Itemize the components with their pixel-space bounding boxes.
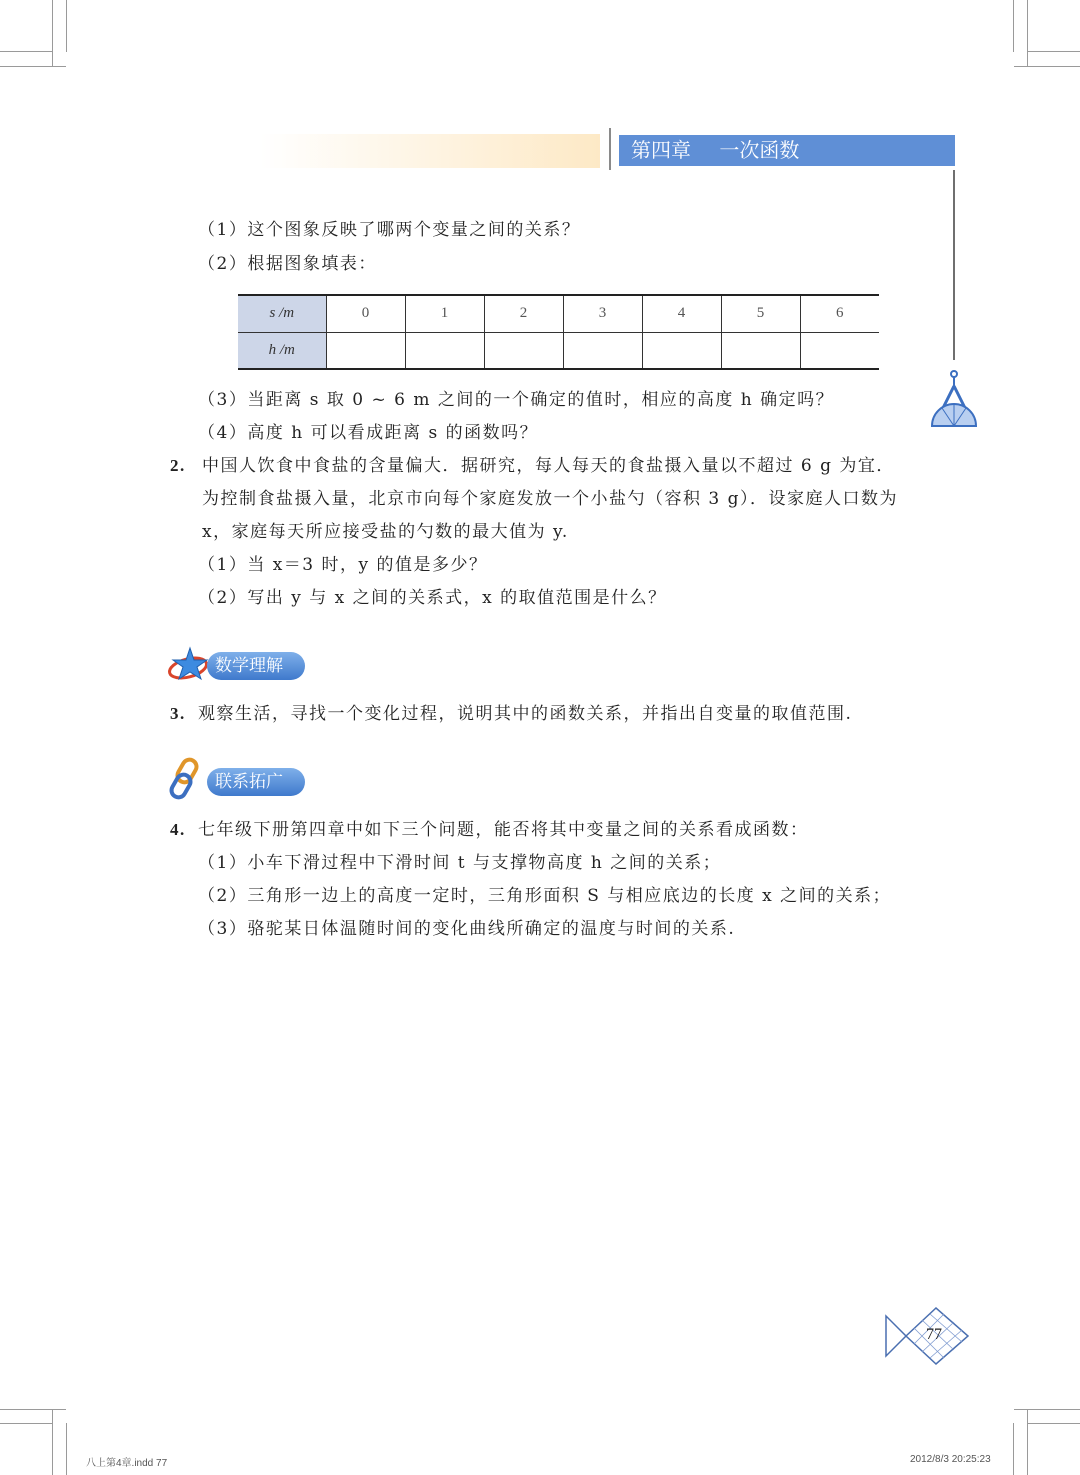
- q4-text: 七年级下册第四章中如下三个问题，能否将其中变量之间的关系看成函数：: [198, 820, 809, 840]
- star-orbit-icon: [166, 646, 212, 686]
- footer-file-info: 八上第4章.indd 77: [86, 1458, 168, 1469]
- table-cell: 0: [326, 295, 405, 332]
- q2-line1: 中国人饮食中食盐的含量偏大．据研究，每人每天的食盐摄入量以不超过 6 g 为宜．: [202, 456, 895, 476]
- crop-mark: [66, 0, 67, 52]
- table-cell: 6: [800, 295, 879, 332]
- q3-text: 观察生活，寻找一个变化过程，说明其中的函数关系，并指出自变量的取值范围.: [198, 704, 853, 724]
- q4-sub2: （2）三角形一边上的高度一定时，三角形面积 S 与相应底边的长度 x 之间的关系；: [198, 886, 892, 906]
- page-number: 77: [926, 1326, 942, 1343]
- table-cell-empty: [563, 332, 642, 369]
- table-cell: 5: [721, 295, 800, 332]
- q2-sub1: （1）当 x＝3 时，y 的值是多少？: [198, 555, 488, 575]
- q2-line2: 为控制食盐摄入量，北京市向每个家庭发放一个小盐勺（容积 3 g）．设家庭人口数为: [202, 489, 899, 509]
- q1-sub2: （2）根据图象填表：: [198, 254, 377, 274]
- crop-mark: [0, 1423, 52, 1424]
- chain-link-icon: [166, 756, 210, 802]
- crop-mark: [0, 66, 66, 67]
- q4-sub1: （1）小车下滑过程中下滑时间 t 与支撑物高度 h 之间的关系；: [198, 853, 722, 873]
- row-label-h: h /m: [238, 332, 326, 369]
- q4-sub3: （3）骆驼某日体温随时间的变化曲线所确定的温度与时间的关系.: [198, 919, 736, 939]
- q2-line3: x，家庭每天所应接受盐的勺数的最大值为 y.: [202, 522, 569, 542]
- table-cell-empty: [642, 332, 721, 369]
- crop-mark: [52, 0, 53, 66]
- crop-mark: [0, 51, 52, 52]
- crop-mark: [1013, 1423, 1014, 1475]
- table-row: [238, 332, 879, 369]
- q1-sub1: （1）这个图象反映了哪两个变量之间的关系？: [198, 220, 581, 240]
- table-cell: 3: [563, 295, 642, 332]
- chapter-title: 一次函数: [719, 138, 800, 162]
- footer-timestamp: 2012/8/3 20:25:23: [910, 1454, 991, 1465]
- crop-mark: [1013, 0, 1014, 52]
- q2-number: 2.: [170, 456, 186, 475]
- q4-number: 4.: [170, 820, 186, 839]
- q2-sub2: （2）写出 y 与 x 之间的关系式，x 的取值范围是什么？: [198, 588, 667, 608]
- table-cell: 4: [642, 295, 721, 332]
- crop-mark: [0, 1409, 66, 1410]
- header-decoration: [260, 134, 600, 168]
- crop-mark: [1028, 51, 1080, 52]
- table-cell-empty: [405, 332, 484, 369]
- crop-mark: [66, 1423, 67, 1475]
- table-cell-empty: [326, 332, 405, 369]
- section-label: 联系拓广: [215, 772, 283, 792]
- table-cell-empty: [800, 332, 879, 369]
- crop-mark: [1014, 1409, 1080, 1410]
- compass-icon: [928, 368, 980, 430]
- q3-number: 3.: [170, 704, 186, 723]
- crop-mark: [1028, 1423, 1080, 1424]
- data-table: [238, 294, 879, 370]
- table-cell-empty: [721, 332, 800, 369]
- crop-mark: [1027, 0, 1028, 66]
- chapter-number: 第四章: [631, 138, 691, 162]
- crop-mark: [1027, 1409, 1028, 1475]
- table-cell: 1: [405, 295, 484, 332]
- chapter-header: [619, 135, 955, 166]
- crop-mark: [1014, 66, 1080, 67]
- table-row: [238, 295, 879, 332]
- header-separator: [609, 128, 611, 170]
- section-badge-extension: [207, 768, 305, 796]
- margin-rule: [953, 170, 955, 360]
- section-badge-understanding: [207, 652, 305, 680]
- table-cell: 2: [484, 295, 563, 332]
- q1-sub4: （4）高度 h 可以看成距离 s 的函数吗？: [198, 423, 539, 443]
- table-cell-empty: [484, 332, 563, 369]
- q1-sub3: （3）当距离 s 取 0 ~ 6 m 之间的一个确定的值时，相应的高度 h 确定吗？: [198, 390, 835, 410]
- section-label: 数学理解: [215, 656, 283, 676]
- row-label-s: s /m: [238, 295, 326, 332]
- crop-mark: [52, 1409, 53, 1475]
